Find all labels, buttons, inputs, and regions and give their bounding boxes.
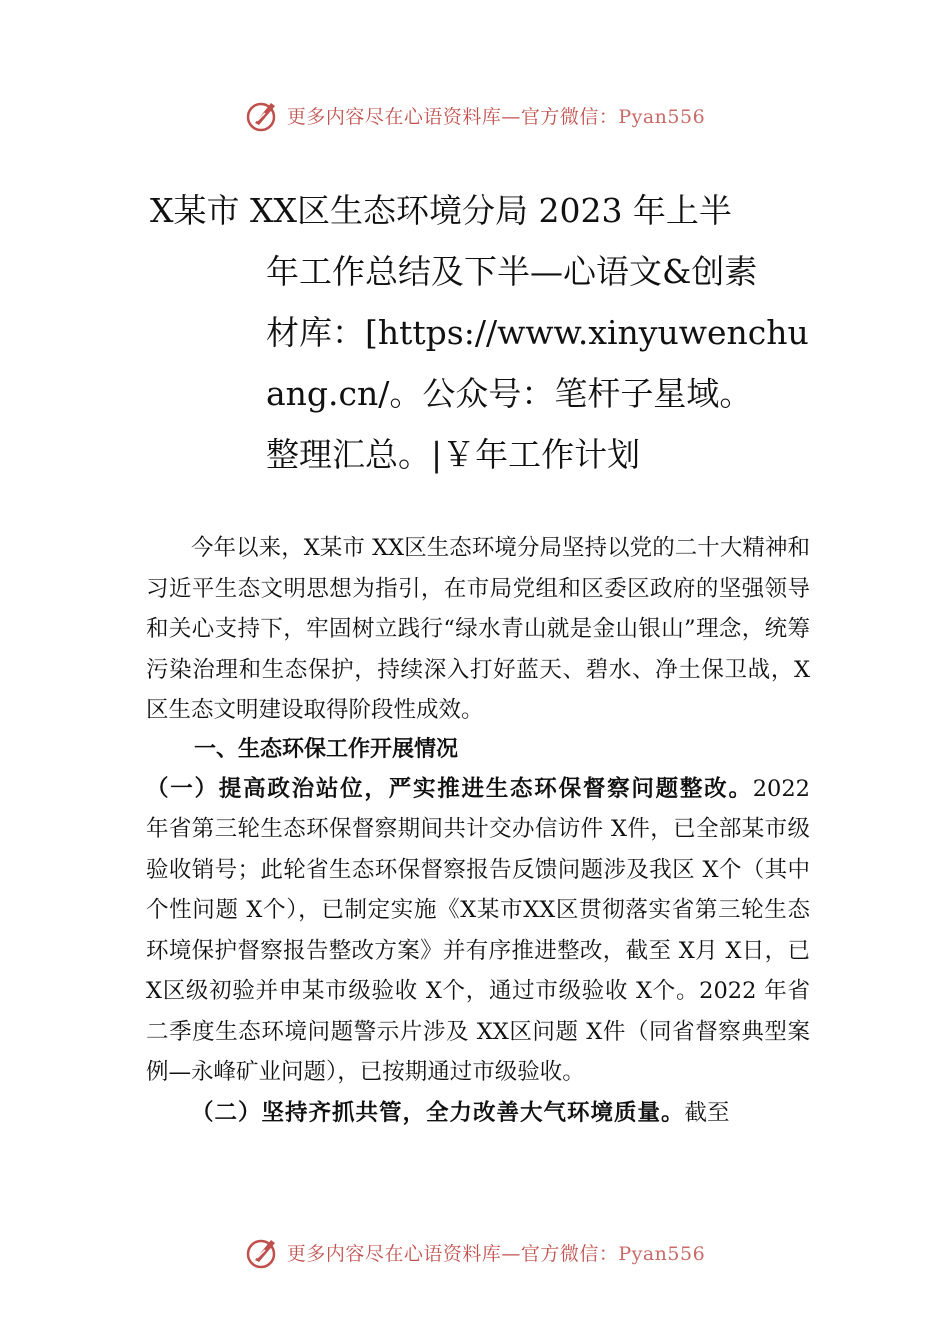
item-paragraph — [146, 769, 810, 1093]
feather-pen-circle-icon — [245, 1234, 281, 1270]
item-text: 2022 年省第三轮生态环保督察期间共计交办信访件 X件，已全部某市级验收销号；此轮省生态环保督察报告反馈问题涉及我区 X个（其中个性问题 X个），已制定实施《X某市XX区贯彻落实省第三轮生态环境保护督察报告整改方案》并有序推进整改，截至 X月 X日，已X区级初验并申某市级验收 X个，通过市级验收 X个。2022 年省二季度生态环境问题警示片涉及 XX区问题 X件（同省督察典型案例—永峰矿业问题），已按期通过市级验收。 — [146, 775, 810, 1085]
document-body — [146, 528, 810, 1133]
title-line: ang.cn/。公众号：笔杆子星域。 — [266, 374, 753, 413]
banner-slogan: 更多内容尽在心语资料库—官方微信： — [286, 105, 619, 128]
title-line: 材库：[https://www.xinyuwenchu — [266, 313, 809, 352]
banner-wechat-id: Pyan556 — [618, 105, 706, 128]
intro-paragraph: 今年以来，X某市 XX区生态环境分局坚持以党的二十大精神和习近平生态文明思想为指引，在市局党组和区委区政府的坚强领导和关心支持下，牢固树立践行“绿水青山就是金山银山”理念，统筹污染治理和生态保护，持续深入打好蓝天、碧水、净土保卫战，X区生态文明建设取得阶段性成效。 — [146, 535, 810, 723]
item-heading: （二）坚持齐抓共管，全力改善大气环境质量。 — [191, 1099, 685, 1126]
footer-banner — [0, 1232, 950, 1272]
title-line: X某市 XX区生态环境分局 2023 年上半 — [150, 191, 732, 230]
item-heading: （一）提高政治站位，严实推进生态环保督察问题整改。 — [146, 775, 753, 802]
document-title — [150, 180, 810, 485]
header-banner — [0, 95, 950, 135]
item-text: 截至 — [684, 1099, 730, 1126]
banner-text — [287, 102, 705, 129]
title-line: 年工作总结及下半—心语文&创素 — [266, 252, 758, 291]
section-heading: 一、生态环保工作开展情况 — [194, 736, 459, 762]
title-line: 整理汇总。|￥年工作计划 — [266, 435, 641, 474]
feather-pen-circle-icon — [245, 97, 281, 133]
item-paragraph — [146, 1093, 810, 1134]
banner-text — [287, 1239, 705, 1266]
banner-wechat-id: Pyan556 — [618, 1242, 706, 1265]
banner-slogan: 更多内容尽在心语资料库—官方微信： — [286, 1242, 619, 1265]
